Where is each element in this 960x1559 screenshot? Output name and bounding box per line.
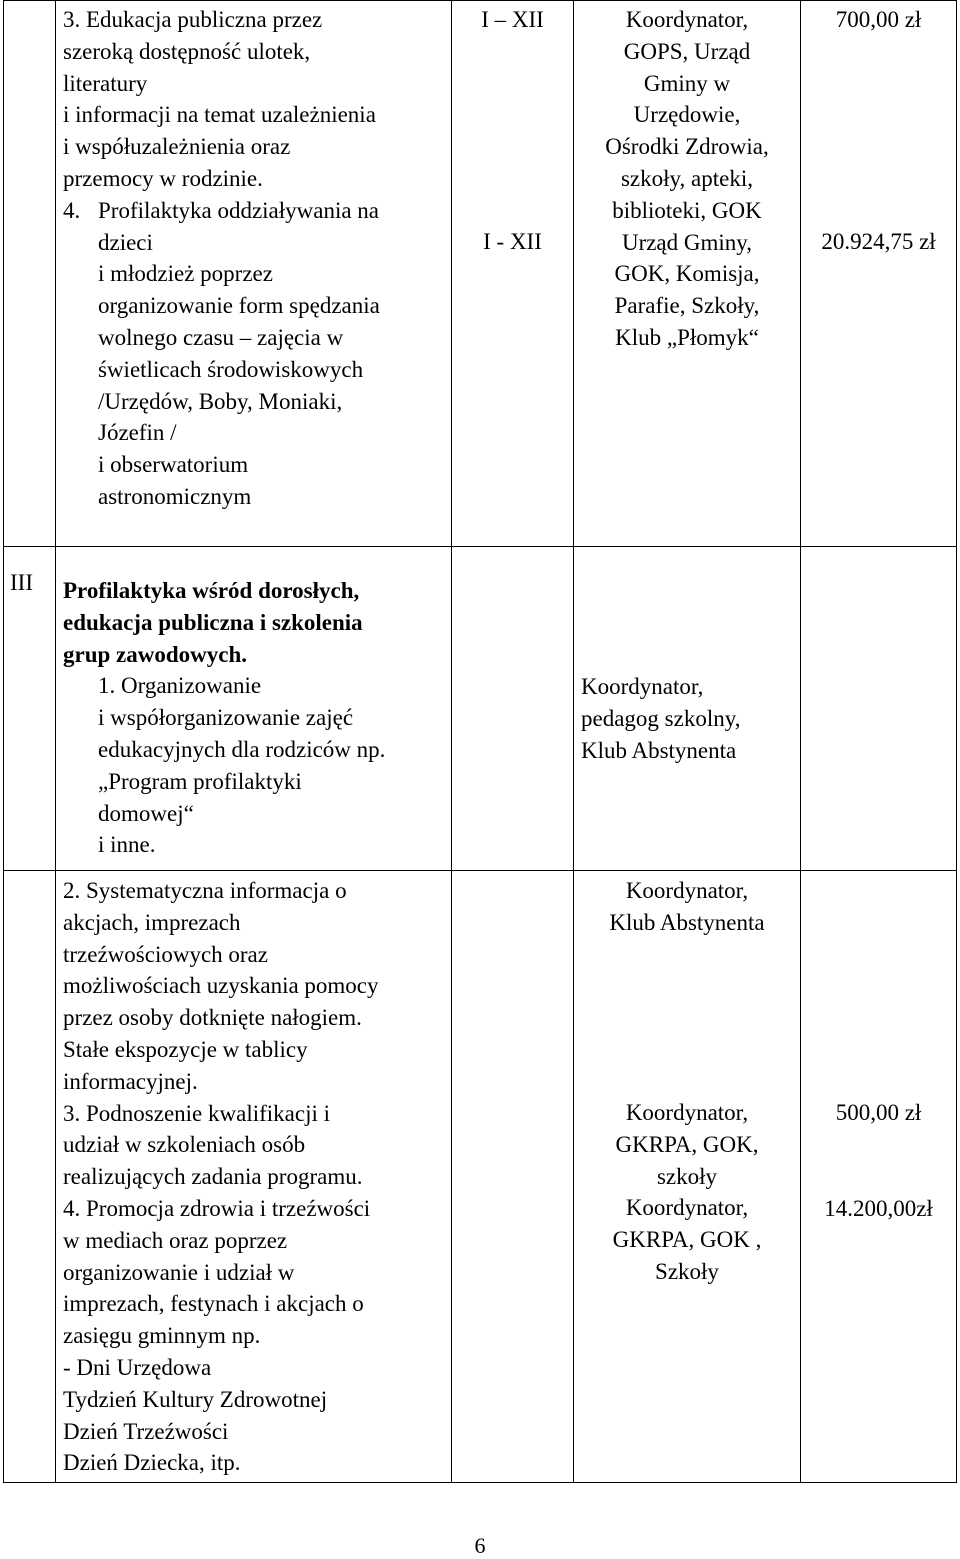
responsible-item-4: Koordynator, GKRPA, GOK , Szkoły (612, 1195, 762, 1284)
term-item-3: I – XII (481, 7, 544, 32)
row-number-cell (4, 871, 56, 1483)
cost-cell (801, 1, 957, 547)
cost-item-3: 500,00 zł (835, 1100, 922, 1125)
section-heading: Profilaktyka wśród dorosłych, edukacja publiczna i szkolenia grup zawodowych. (63, 578, 363, 667)
activity-item-3: 3. Podnoszenie kwalifikacji i udział w szkoleniach osób realizujących zadania programu. (63, 1100, 363, 1190)
responsible-cell (574, 547, 801, 871)
activity-item-3: 3. Edukacja publiczna przez szeroką dostępność ulotek, literatury i informacji na temat uzależnienia i współuzależnienia oraz przemocy w rodzinie. (63, 7, 376, 191)
table-row (4, 871, 957, 1483)
term-item-4: I - XII (483, 229, 542, 254)
responsible-item-1: Koordynator, pedagog szkolny, Klub Abstynenta (581, 674, 741, 763)
term-cell (452, 1, 574, 547)
cost-cell (801, 547, 957, 871)
table-row (4, 547, 957, 871)
activity-item-4-text: Profilaktyka oddziaływania na dzieci i młodzież poprzez organizowanie form spędzania wolnego czasu – zajęcia w świetlicach środowiskowych /Urzędów, Boby, Moniaki, Józefin / i obserwatorium astronomicznym (98, 197, 380, 509)
cost-cell (801, 871, 957, 1483)
responsible-item-3: Koordynator, GKRPA, GOK, szkoły (615, 1100, 759, 1189)
activity-item-2: 2. Systematyczna informacja o akcjach, imprezach trzeźwościowych oraz możliwościach uzyskania pomocy przez osoby dotknięte nałogiem. Stałe ekspozycje w tablicy informacyjnej. (63, 878, 379, 1094)
activity-item-1: 1. Organizowanie i współorganizowanie zajęć edukacyjnych dla rodziców np. „Program profilaktyki domowej“ i inne. (98, 673, 386, 858)
activity-item-4-list: - Dni Urzędowa Tydzień Kultury Zdrowotnej Dzień Trzeźwości Dzień Dziecka, itp. (63, 1354, 328, 1476)
activity-cell (56, 547, 452, 871)
activity-item-4 (63, 195, 451, 513)
row-number-cell (4, 1, 56, 547)
term-cell (452, 547, 574, 871)
activity-cell (56, 871, 452, 1483)
responsible-cell (574, 1, 801, 547)
program-table (3, 0, 957, 1483)
cost-item-4: 20.924,75 zł (821, 229, 936, 254)
section-number: III (10, 570, 33, 595)
term-cell (452, 871, 574, 1483)
responsible-cell (574, 871, 801, 1483)
table-row (4, 1, 957, 547)
cost-item-3: 700,00 zł (835, 7, 922, 32)
responsible-item-2: Koordynator, Klub Abstynenta (609, 878, 765, 935)
responsible-item-3: Koordynator, GOPS, Urząd Gminy w Urzędowie, Ośrodki Zdrowia, szkoły, apteki, biblioteki, GOK (605, 7, 769, 223)
activity-item-4-number: 4. (63, 197, 81, 223)
responsible-item-4: Urząd Gminy, GOK, Komisja, Parafie, Szkoły, Klub „Płomyk“ (614, 229, 760, 350)
cost-item-4: 14.200,00zł (824, 1196, 933, 1221)
activity-cell (56, 1, 452, 547)
page-number: 6 (474, 1533, 486, 1558)
section-number-cell (4, 547, 56, 871)
activity-item-4: 4. Promocja zdrowia i trzeźwości w mediach oraz poprzez organizowanie i udział w imprezach, festynach i akcjach o zasięgu gminnym np. (63, 1195, 371, 1349)
